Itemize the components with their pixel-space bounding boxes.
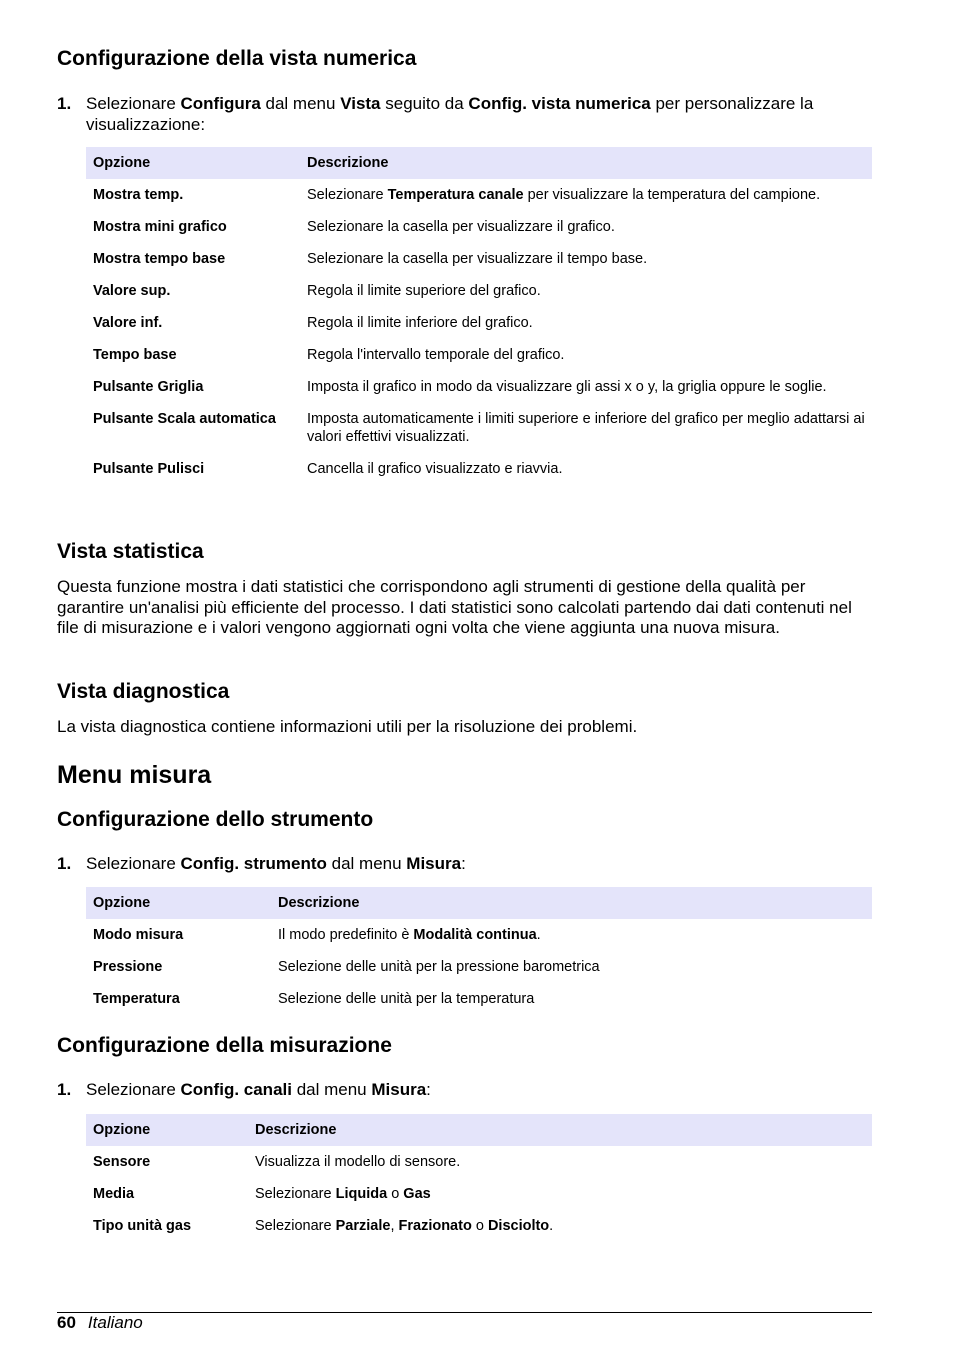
table-row [86, 211, 872, 243]
option-name: Mostra temp. [93, 187, 184, 203]
table-row [86, 371, 872, 403]
column-header: Opzione [86, 1114, 248, 1146]
table-row [86, 1210, 872, 1242]
options-table [86, 887, 872, 1015]
section-heading: Configurazione della vista numerica [57, 47, 417, 70]
step-number: 1. [57, 1080, 72, 1099]
option-description: Imposta il grafico in modo da visualizzare gli assi x o y, la griglia oppure le soglie. [307, 379, 827, 395]
page-footer [57, 1312, 143, 1333]
option-name: Pulsante Scala automatica [93, 411, 276, 427]
option-name: Valore inf. [93, 315, 163, 331]
options-table [86, 147, 872, 485]
table-row [86, 951, 872, 983]
table-row [86, 983, 872, 1015]
option-description: Regola il limite superiore del grafico. [307, 283, 541, 299]
option-name: Pulsante Griglia [93, 379, 204, 395]
option-description: Regola l'intervallo temporale del grafico. [307, 347, 565, 363]
chapter-heading: Menu misura [57, 761, 212, 789]
table-row [86, 179, 872, 211]
option-description: Imposta automaticamente i limiti superiore e inferiore del grafico per meglio adattarsi ai valori effettivi visualizzati. [307, 411, 865, 445]
step-number: 1. [57, 94, 72, 113]
body-paragraph: Questa funzione mostra i dati statistici che corrispondono agli strumenti di gestione della qualità per garantire un'analisi più efficiente del processo. I dati statistici sono calcolati partendo dai dati contenuti nel file di misurazione e i valori vengono aggiornati ogni volta che viene aggiunta una nuova misura. [57, 577, 852, 637]
section-heading: Configurazione della misurazione [57, 1034, 392, 1057]
option-name: Sensore [93, 1154, 151, 1170]
table-row [86, 243, 872, 275]
table-row [86, 1146, 872, 1178]
option-description: Selezionare la casella per visualizzare il grafico. [307, 219, 615, 235]
table-row [86, 275, 872, 307]
table-row [86, 1178, 872, 1210]
table-header-row [86, 147, 872, 179]
option-description: Cancella il grafico visualizzato e riavvia. [307, 461, 563, 477]
option-description: Selezione delle unità per la pressione barometrica [278, 959, 600, 975]
step-text: Selezionare Config. strumento dal menu Misura: [86, 854, 466, 873]
column-header: Descrizione [300, 147, 872, 179]
table-row [86, 453, 872, 485]
step-text: Selezionare Config. canali dal menu Misura: [86, 1080, 431, 1099]
table-header-row [86, 1114, 872, 1146]
table-row [86, 339, 872, 371]
page-number: 60 [57, 1313, 76, 1332]
option-description: Regola il limite inferiore del grafico. [307, 315, 533, 331]
option-description: Selezionare Temperatura canale per visualizzare la temperatura del campione. [307, 187, 821, 203]
table-row [86, 403, 872, 453]
option-name: Valore sup. [93, 283, 171, 299]
option-name: Tempo base [93, 347, 177, 363]
table-header-row [86, 887, 872, 919]
section-heading: Vista statistica [57, 540, 204, 563]
option-description: Selezione delle unità per la temperatura [278, 991, 535, 1007]
table-row [86, 919, 872, 951]
step-instruction [57, 94, 877, 136]
option-description: Visualizza il modello di sensore. [255, 1154, 461, 1170]
option-name: Pulsante Pulisci [93, 461, 205, 477]
section-heading: Vista diagnostica [57, 680, 230, 703]
step-instruction [57, 1080, 877, 1102]
option-name: Media [93, 1186, 135, 1202]
option-description: Selezionare Liquida o Gas [255, 1186, 431, 1202]
option-name: Temperatura [93, 991, 180, 1007]
option-description: Selezionare Parziale, Frazionato o Disciolto. [255, 1218, 554, 1234]
option-description: Selezionare la casella per visualizzare il tempo base. [307, 251, 648, 267]
option-description: Il modo predefinito è Modalità continua. [278, 927, 541, 943]
option-name: Mostra mini grafico [93, 219, 227, 235]
column-header: Descrizione [248, 1114, 872, 1146]
option-name: Modo misura [93, 927, 184, 943]
option-name: Mostra tempo base [93, 251, 226, 267]
step-instruction [57, 854, 877, 876]
column-header: Descrizione [271, 887, 872, 919]
footer-rule [57, 1312, 872, 1313]
footer-language: Italiano [87, 1313, 143, 1332]
options-table [86, 1114, 872, 1242]
section-heading: Configurazione dello strumento [57, 808, 374, 831]
body-paragraph: La vista diagnostica contiene informazioni utili per la risoluzione dei problemi. [57, 717, 638, 736]
step-number: 1. [57, 854, 72, 873]
column-header: Opzione [86, 887, 271, 919]
option-name: Tipo unità gas [93, 1218, 192, 1234]
step-text: Selezionare Configura dal menu Vista seguito da Config. vista numerica per personalizzare la visualizzazione: [86, 94, 814, 134]
table-row [86, 307, 872, 339]
column-header: Opzione [86, 147, 300, 179]
option-name: Pressione [93, 959, 163, 975]
